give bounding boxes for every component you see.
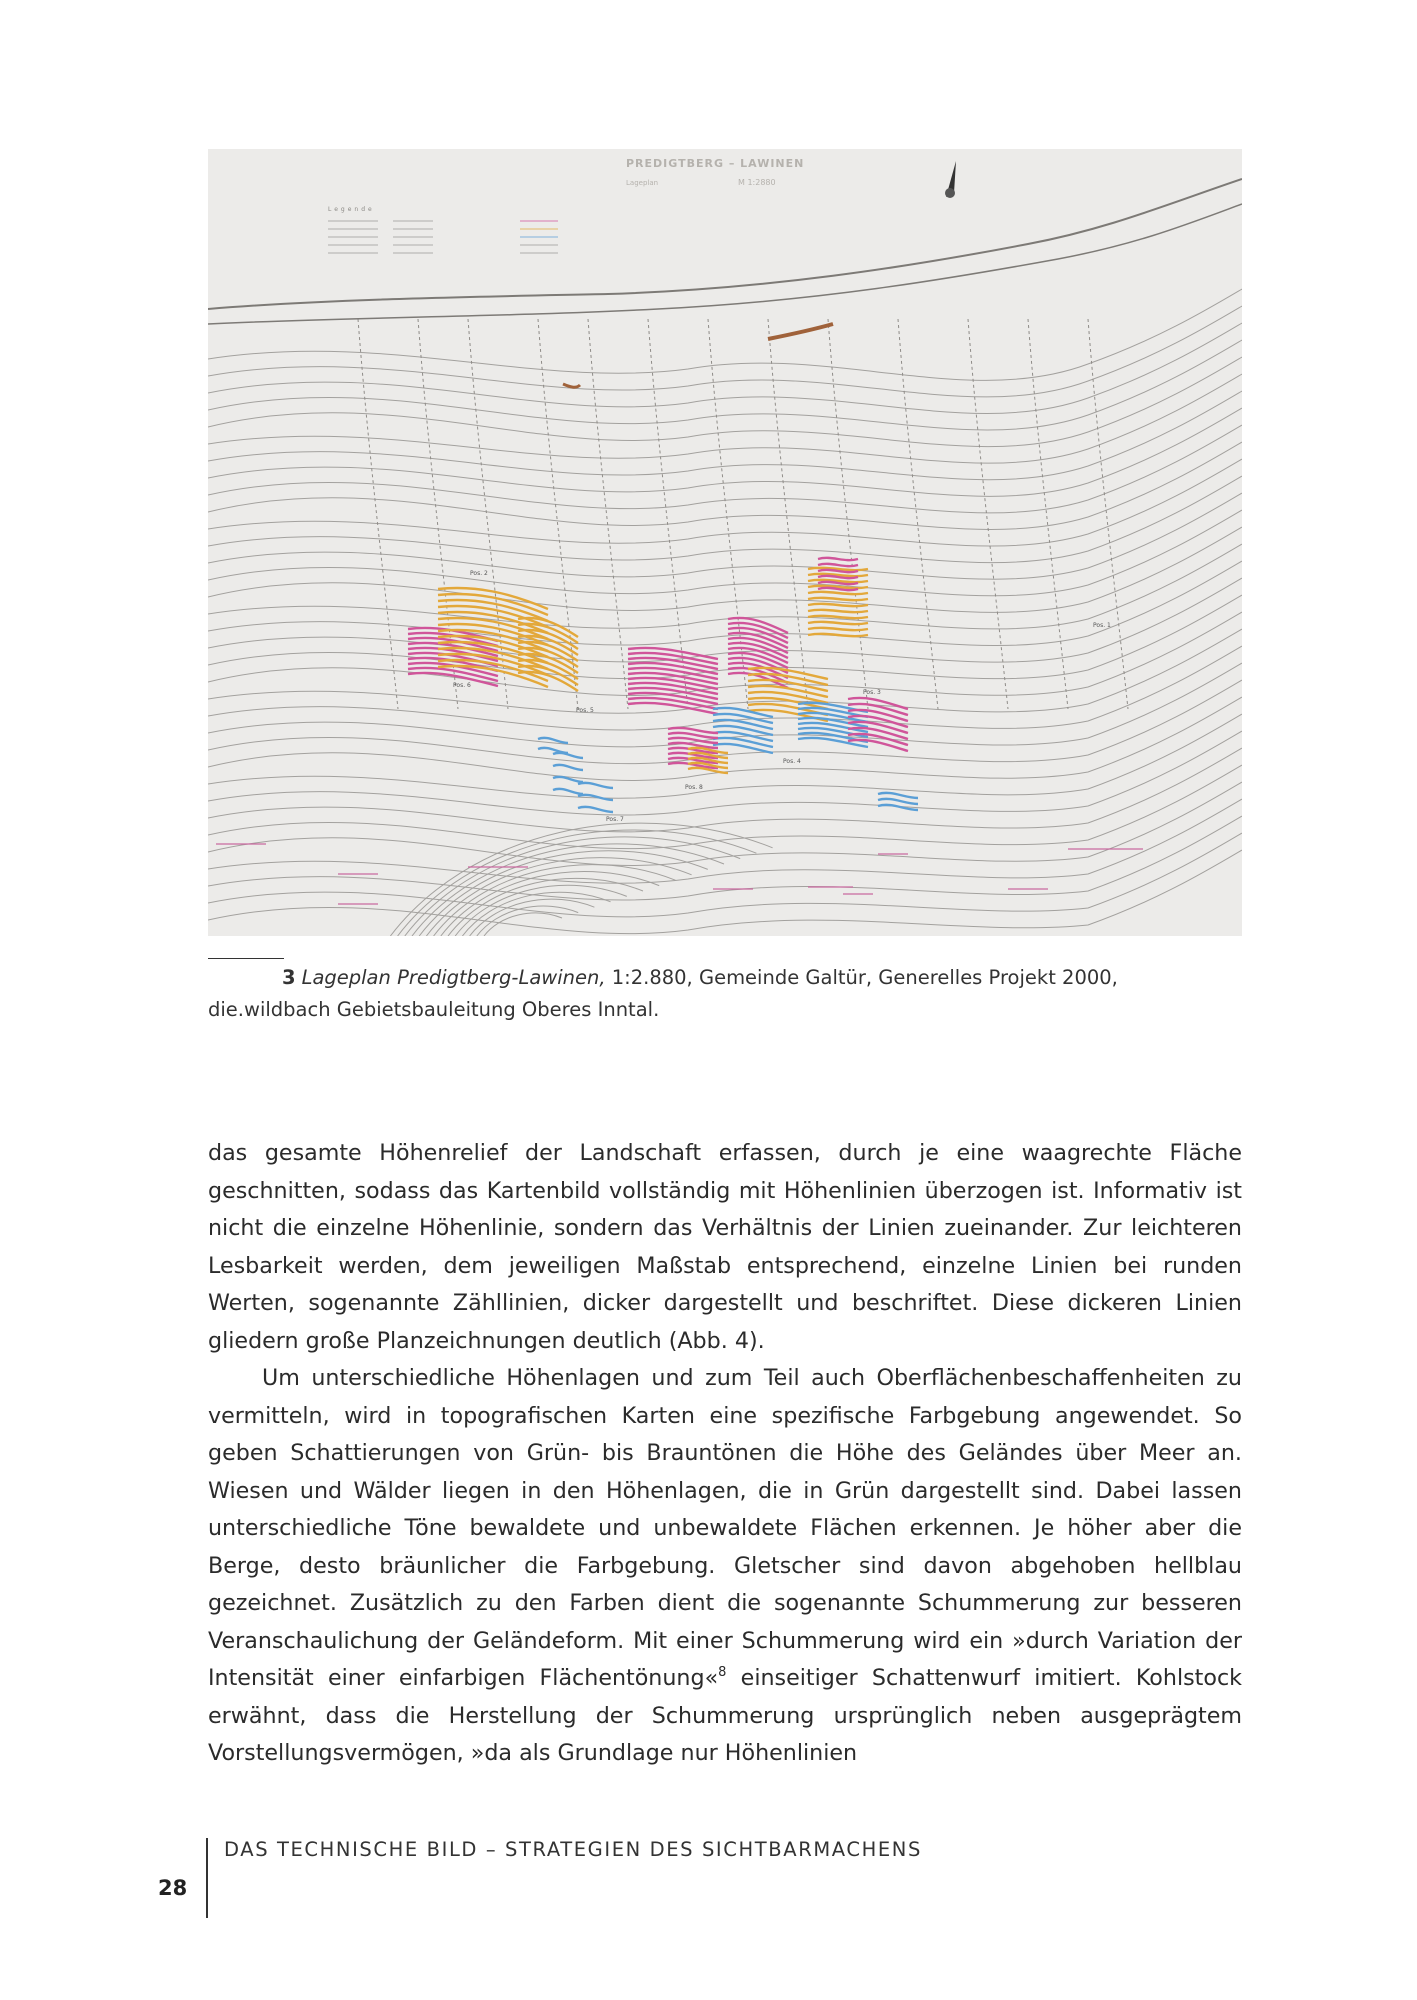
- legend-heading: Legende: [328, 206, 375, 213]
- caption-details: 1:2.880, Gemeinde Galtür, Generelles Projekt 2000,: [605, 966, 1118, 989]
- position-label: Pos. 5: [576, 707, 594, 714]
- page-number: 28: [158, 1876, 188, 1900]
- position-label: Pos. 8: [685, 784, 703, 791]
- position-label: Pos. 2: [470, 570, 488, 577]
- caption-line-2: die.wildbach Gebietsbauleitung Oberes Inntal.: [208, 998, 660, 1021]
- position-label: Pos. 1: [1093, 622, 1111, 629]
- map-subtitle: Lageplan: [626, 179, 659, 187]
- position-label: Pos. 7: [606, 816, 624, 823]
- map-figure: [208, 149, 1242, 936]
- paragraph-1: das gesamte Höhenrelief der Landschaft erfassen, durch je eine waagrechte Fläche geschnitten, sodass das Kartenbild vollständig mit Höhenlinien überzogen ist. Informativ ist nicht die einzelne Höhenlinie, sondern das Verhältnis der Linien zueinander. Zur leichteren Lesbarkeit werden, dem jeweiligen Maßstab entsprechend, einzelne Linien bei runden Werten, sogenannte Zähllinien, dicker dargestellt und beschriftet. Diese dickeren Linien gliedern große Planzeichnungen deutlich (Abb. 4).: [208, 1140, 1242, 1354]
- avalanche-site-plan-map: [208, 149, 1242, 936]
- caption-number: 3: [282, 966, 296, 989]
- footer-rule: [206, 1838, 208, 1918]
- running-title: DAS TECHNISCHE BILD – STRATEGIEN DES SICHTBARMACHENS: [224, 1838, 922, 1861]
- map-paper: [208, 149, 1242, 936]
- map-title: PREDIGTBERG – LAWINEN: [626, 157, 805, 170]
- figure-caption: [208, 962, 1242, 1026]
- position-label: Pos. 3: [863, 689, 881, 696]
- map-scale: M 1:2880: [738, 178, 776, 187]
- footnote-marker[interactable]: 8: [718, 1665, 727, 1680]
- position-label: Pos. 6: [453, 682, 471, 689]
- paragraph-2-part-2: einseitiger Schattenwurf imitiert. Kohlstock erwähnt, dass die Herstellung der Schummerung ursprünglich neben ausgeprägtem Vorstellungsvermögen, »da als Grundlage nur Höhenlinien: [208, 1665, 1242, 1766]
- paragraph-2: [208, 1360, 1242, 1773]
- caption-line-1: [208, 962, 1242, 994]
- caption-title: Lageplan Predigtberg-Lawinen,: [301, 966, 606, 989]
- caption-rule: [208, 958, 284, 959]
- paragraph-2-part-1: Um unterschiedliche Höhenlagen und zum Teil auch Oberflächenbeschaffenheiten zu vermitteln, wird in topografischen Karten eine spezifische Farbgebung angewendet. So geben Schattierungen von Grün- bis Brauntönen die Höhe des Geländes über Meer an. Wiesen und Wälder liegen in den Höhenlagen, die in Grün dargestellt sind. Dabei lassen unterschiedliche Töne bewaldete und unbewaldete Flächen erkennen. Je höher aber die Berge, desto bräunlicher die Farbgebung. Gletscher sind davon abgehoben hellblau gezeichnet. Zusätzlich zu den Farben dient die sogenannte Schummerung zur besseren Veranschaulichung der Geländeform. Mit einer Schummerung wird ein »durch Variation der Intensität einer einfarbigen Flächentönung«: [208, 1365, 1242, 1691]
- position-label: Pos. 4: [783, 758, 801, 765]
- body-text: [208, 1135, 1242, 1773]
